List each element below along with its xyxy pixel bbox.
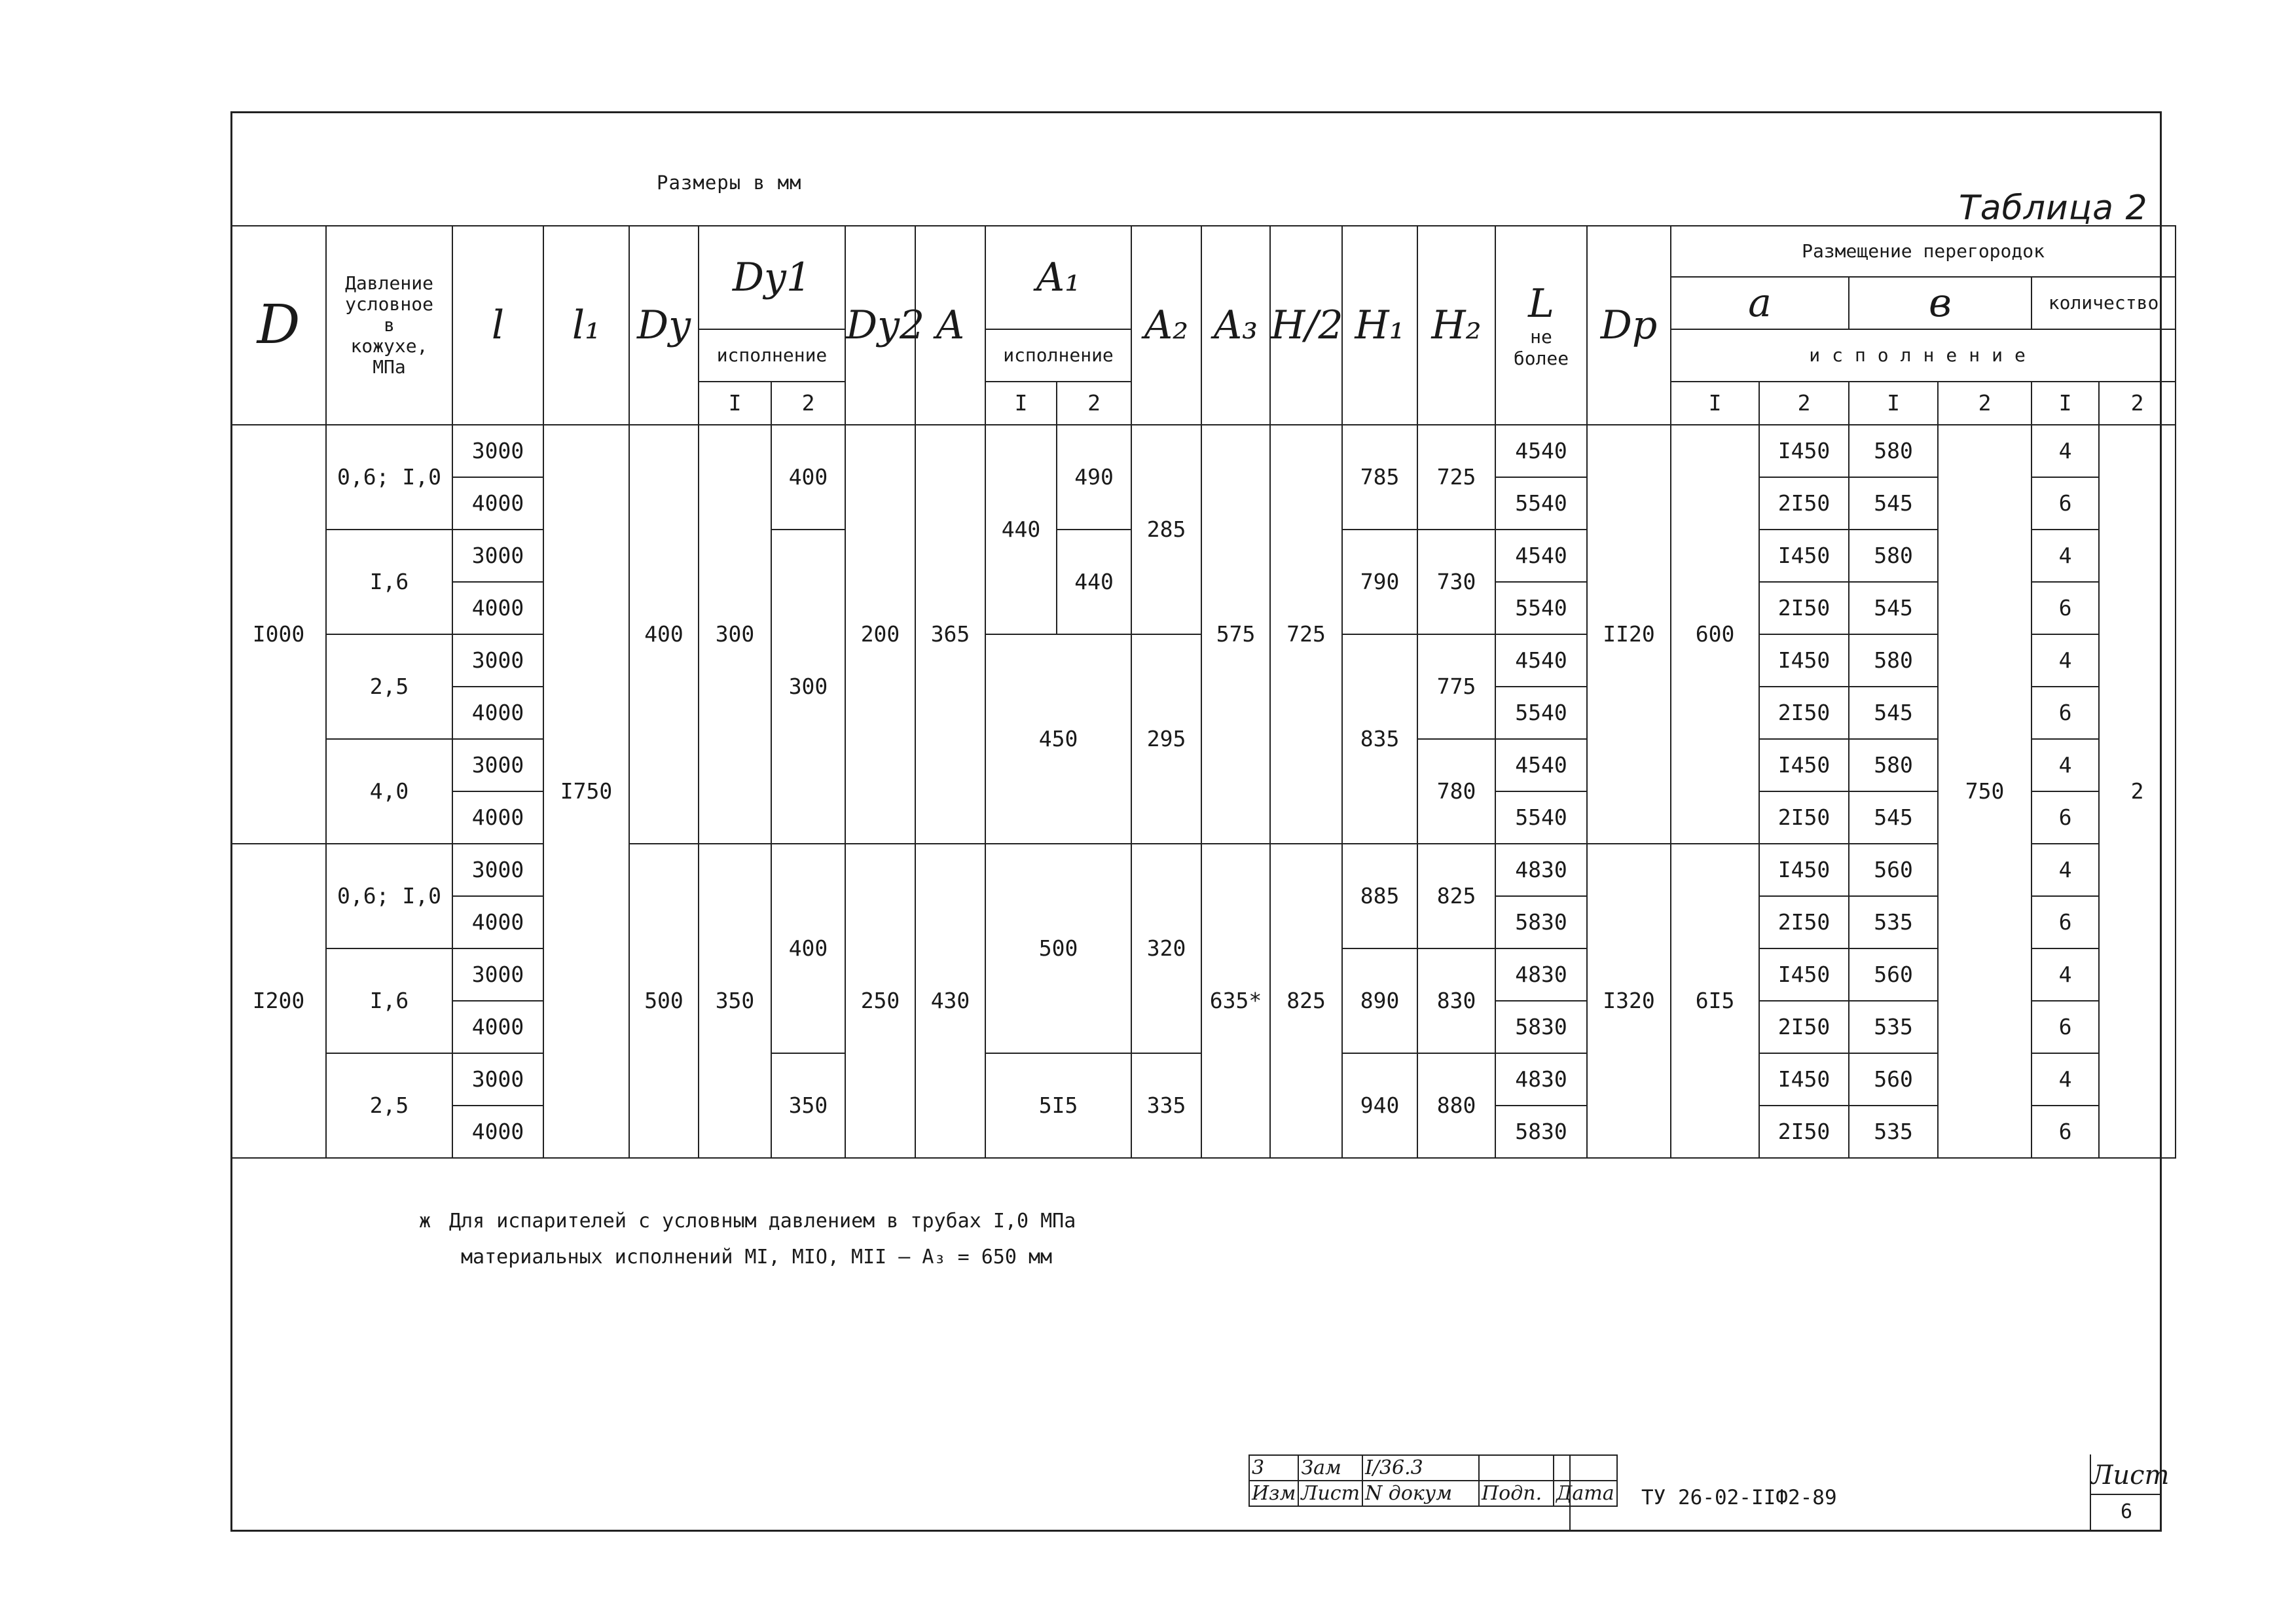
cell-a2: I450 (1759, 844, 1849, 896)
cell-pressure: I,6 (326, 948, 452, 1053)
header-q-v2: 2 (2099, 382, 2176, 425)
cell-q1: 4 (2032, 1053, 2099, 1106)
cell-pressure: 2,5 (326, 1053, 452, 1158)
rev-label-doc: N докум (1362, 1481, 1479, 1506)
cell-b1: 580 (1849, 530, 1938, 582)
cell-q1: 6 (2032, 896, 2099, 948)
cell-Dy2: 200 (845, 425, 915, 844)
header-q-v1: I (2032, 382, 2099, 425)
cell-A2: 320 (1131, 844, 1201, 1053)
cell-a2: 2I50 (1759, 582, 1849, 634)
cell-l: 3000 (452, 1053, 543, 1106)
cell-L: 4540 (1495, 739, 1587, 791)
dimensions-note: Размеры в мм (657, 171, 802, 194)
cell-q1: 4 (2032, 425, 2099, 477)
cell-l: 3000 (452, 634, 543, 687)
cell-l: 3000 (452, 425, 543, 477)
cell-b1: 545 (1849, 582, 1938, 634)
cell-A2: 295 (1131, 634, 1201, 844)
cell-D: I000 (231, 425, 326, 844)
header-H2: H₂ (1417, 226, 1495, 425)
cell-H1: 940 (1342, 1053, 1417, 1158)
cell-b1: 580 (1849, 425, 1938, 477)
cell-l: 4000 (452, 1106, 543, 1158)
header-pressure: Давление условное в кожухе, МПа (326, 226, 452, 425)
cell-A1-merged: 5I5 (985, 1053, 1131, 1158)
header-A3: A₃ (1201, 226, 1270, 425)
header-a-v2: 2 (1759, 382, 1849, 425)
cell-a2: I450 (1759, 739, 1849, 791)
header-A2: A₂ (1131, 226, 1201, 425)
cell-l: 4000 (452, 687, 543, 739)
cell-H2: 725 (1417, 425, 1495, 530)
header-b: в (1849, 277, 2032, 329)
revision-table (1248, 1454, 1618, 1507)
cell-H2: 880 (1417, 1053, 1495, 1158)
cell-L: 4830 (1495, 1053, 1587, 1106)
cell-a2: I450 (1759, 948, 1849, 1001)
cell-L: 4540 (1495, 425, 1587, 477)
cell-a2: 2I50 (1759, 791, 1849, 844)
cell-q1: 4 (2032, 634, 2099, 687)
cell-A3: 575 (1201, 425, 1270, 844)
cell-q1: 6 (2032, 477, 2099, 530)
sheet-number: 6 (2120, 1500, 2133, 1523)
cell-l: 3000 (452, 948, 543, 1001)
cell-a2: I450 (1759, 1053, 1849, 1106)
sheet-label: Лист (2091, 1454, 2162, 1495)
cell-a2: 2I50 (1759, 1106, 1849, 1158)
header-dy1-v1: I (699, 382, 771, 425)
cell-H-half: 825 (1270, 844, 1342, 1158)
header-b-v1: I (1849, 382, 1938, 425)
cell-a1: 6I5 (1671, 844, 1759, 1158)
cell-L: 5830 (1495, 1106, 1587, 1158)
cell-q1: 6 (2032, 582, 2099, 634)
cell-pressure: 2,5 (326, 634, 452, 739)
header-H1: H₁ (1342, 226, 1417, 425)
cell-Dy1-2: 400 (771, 425, 845, 530)
cell-L: 4540 (1495, 530, 1587, 582)
cell-Dy: 500 (629, 844, 699, 1158)
header-a1-v1: I (985, 382, 1057, 425)
header-A1: A₁ (985, 226, 1131, 329)
cell-H1: 790 (1342, 530, 1417, 634)
header-quantity: количество (2032, 277, 2176, 329)
cell-L: 5540 (1495, 582, 1587, 634)
cell-A3: 635* (1201, 844, 1270, 1158)
cell-q2: 2 (2099, 425, 2176, 1158)
header-Dy1: Dy1 (699, 226, 845, 329)
cell-H2: 775 (1417, 634, 1495, 739)
specification-table (230, 225, 2176, 1159)
cell-H2: 830 (1417, 948, 1495, 1053)
cell-Dy1-1: 350 (699, 844, 771, 1158)
cell-H2: 825 (1417, 844, 1495, 948)
cell-l: 3000 (452, 844, 543, 896)
table-label: Таблица 2 (1959, 189, 2148, 228)
cell-H2: 730 (1417, 530, 1495, 634)
cell-A: 365 (915, 425, 985, 844)
cell-b1: 545 (1849, 687, 1938, 739)
rev-date (1554, 1455, 1617, 1481)
header-L: L не более (1495, 226, 1587, 425)
cell-A1-merged: 450 (985, 634, 1131, 844)
cell-l: 4000 (452, 896, 543, 948)
header-dy1-v2: 2 (771, 382, 845, 425)
header-dy1-version: исполнение (699, 329, 845, 382)
cell-q1: 4 (2032, 844, 2099, 896)
cell-b2: 750 (1938, 425, 2032, 1158)
cell-Dy: 400 (629, 425, 699, 844)
rev-signature (1479, 1455, 1554, 1481)
cell-b1: 535 (1849, 896, 1938, 948)
cell-A2: 335 (1131, 1053, 1201, 1158)
cell-H1: 885 (1342, 844, 1417, 948)
cell-a2: 2I50 (1759, 477, 1849, 530)
cell-A1-1: 440 (985, 425, 1057, 634)
cell-a2: I450 (1759, 530, 1849, 582)
cell-A: 430 (915, 844, 985, 1158)
cell-b1: 560 (1849, 1053, 1938, 1106)
header-a1-v2: 2 (1057, 382, 1131, 425)
header-l: l (452, 226, 543, 425)
cell-a2: I450 (1759, 425, 1849, 477)
header-H-half: H/2 (1270, 226, 1342, 425)
header-a1-version: исполнение (985, 329, 1131, 382)
cell-L: 4830 (1495, 948, 1587, 1001)
cell-Dp: II20 (1587, 425, 1671, 844)
cell-b1: 580 (1849, 634, 1938, 687)
cell-b1: 535 (1849, 1001, 1938, 1053)
header-D: D (231, 226, 326, 425)
rev-sheet: Зам (1298, 1455, 1362, 1481)
header-Dy: Dy (629, 226, 699, 425)
cell-D: I200 (231, 844, 326, 1158)
cell-l1: I750 (543, 425, 629, 1158)
cell-a2: 2I50 (1759, 687, 1849, 739)
cell-Dp: I320 (1587, 844, 1671, 1158)
footnote-line-2: материальных исполнений МI, МIО, МII – А₃ = 650 мм (461, 1246, 1053, 1269)
header-partition-placement: Размещение перегородок (1671, 226, 2176, 277)
cell-l: 4000 (452, 477, 543, 530)
document-number: ТУ 26-02-IIФ2-89 (1641, 1486, 1837, 1509)
cell-pressure: 0,6; I,0 (326, 425, 452, 530)
cell-A1-2: 440 (1057, 530, 1131, 634)
cell-l: 3000 (452, 530, 543, 582)
header-A: A (915, 226, 985, 425)
cell-b1: 580 (1849, 739, 1938, 791)
cell-L: 5540 (1495, 791, 1587, 844)
cell-q1: 6 (2032, 1106, 2099, 1158)
cell-H2: 780 (1417, 739, 1495, 844)
cell-Dy1-2: 300 (771, 530, 845, 844)
header-Dp: Dp (1587, 226, 1671, 425)
cell-l: 4000 (452, 791, 543, 844)
cell-l: 4000 (452, 1001, 543, 1053)
footnote-mark: ж (419, 1210, 431, 1233)
cell-l: 4000 (452, 582, 543, 634)
header-placement-version: исполнение (1671, 329, 2176, 382)
cell-L: 4830 (1495, 844, 1587, 896)
cell-pressure: I,6 (326, 530, 452, 634)
cell-a2: 2I50 (1759, 896, 1849, 948)
rev-label-change: Изм (1249, 1481, 1298, 1506)
cell-q1: 4 (2032, 530, 2099, 582)
cell-b1: 560 (1849, 844, 1938, 896)
rev-doc-no: I/36.3 (1362, 1455, 1479, 1481)
cell-q1: 6 (2032, 687, 2099, 739)
sheet-box (2090, 1454, 2170, 1532)
title-block (1248, 1454, 2170, 1532)
rev-label-signature: Подп. (1479, 1481, 1554, 1506)
rev-change-no: 3 (1249, 1455, 1298, 1481)
cell-b1: 535 (1849, 1106, 1938, 1158)
header-a: a (1671, 277, 1849, 329)
rev-label-sheet: Лист (1298, 1481, 1362, 1506)
cell-q1: 6 (2032, 1001, 2099, 1053)
cell-b1: 560 (1849, 948, 1938, 1001)
header-b-v2: 2 (1938, 382, 2032, 425)
cell-H1: 785 (1342, 425, 1417, 530)
cell-A1-merged: 500 (985, 844, 1131, 1053)
cell-L: 5830 (1495, 1001, 1587, 1053)
cell-H1: 835 (1342, 634, 1417, 844)
cell-pressure: 4,0 (326, 739, 452, 844)
header-l1: l₁ (543, 226, 629, 425)
cell-q1: 4 (2032, 948, 2099, 1001)
cell-q1: 4 (2032, 739, 2099, 791)
cell-a1: 600 (1671, 425, 1759, 844)
footnote (419, 1203, 1076, 1275)
cell-b1: 545 (1849, 477, 1938, 530)
title-block-divider (1569, 1454, 1571, 1532)
rev-label-date: Дата (1554, 1481, 1617, 1506)
cell-a2: I450 (1759, 634, 1849, 687)
cell-L: 5830 (1495, 896, 1587, 948)
cell-a2: 2I50 (1759, 1001, 1849, 1053)
header-Dy2: Dy2 (845, 226, 915, 425)
header-a-v1: I (1671, 382, 1759, 425)
cell-Dy1-2: 400 (771, 844, 845, 1053)
cell-Dy1-1: 300 (699, 425, 771, 844)
cell-Dy2: 250 (845, 844, 915, 1158)
footnote-line-1: Для испарителей с условным давлением в трубах I,0 МПа (449, 1210, 1076, 1233)
cell-H1: 890 (1342, 948, 1417, 1053)
cell-H-half: 725 (1270, 425, 1342, 844)
cell-A1-2: 490 (1057, 425, 1131, 530)
cell-pressure: 0,6; I,0 (326, 844, 452, 948)
cell-L: 5540 (1495, 687, 1587, 739)
cell-A2: 285 (1131, 425, 1201, 634)
cell-q1: 6 (2032, 791, 2099, 844)
cell-l: 3000 (452, 739, 543, 791)
cell-Dy1-2: 350 (771, 1053, 845, 1158)
cell-b1: 545 (1849, 791, 1938, 844)
cell-L: 4540 (1495, 634, 1587, 687)
cell-L: 5540 (1495, 477, 1587, 530)
